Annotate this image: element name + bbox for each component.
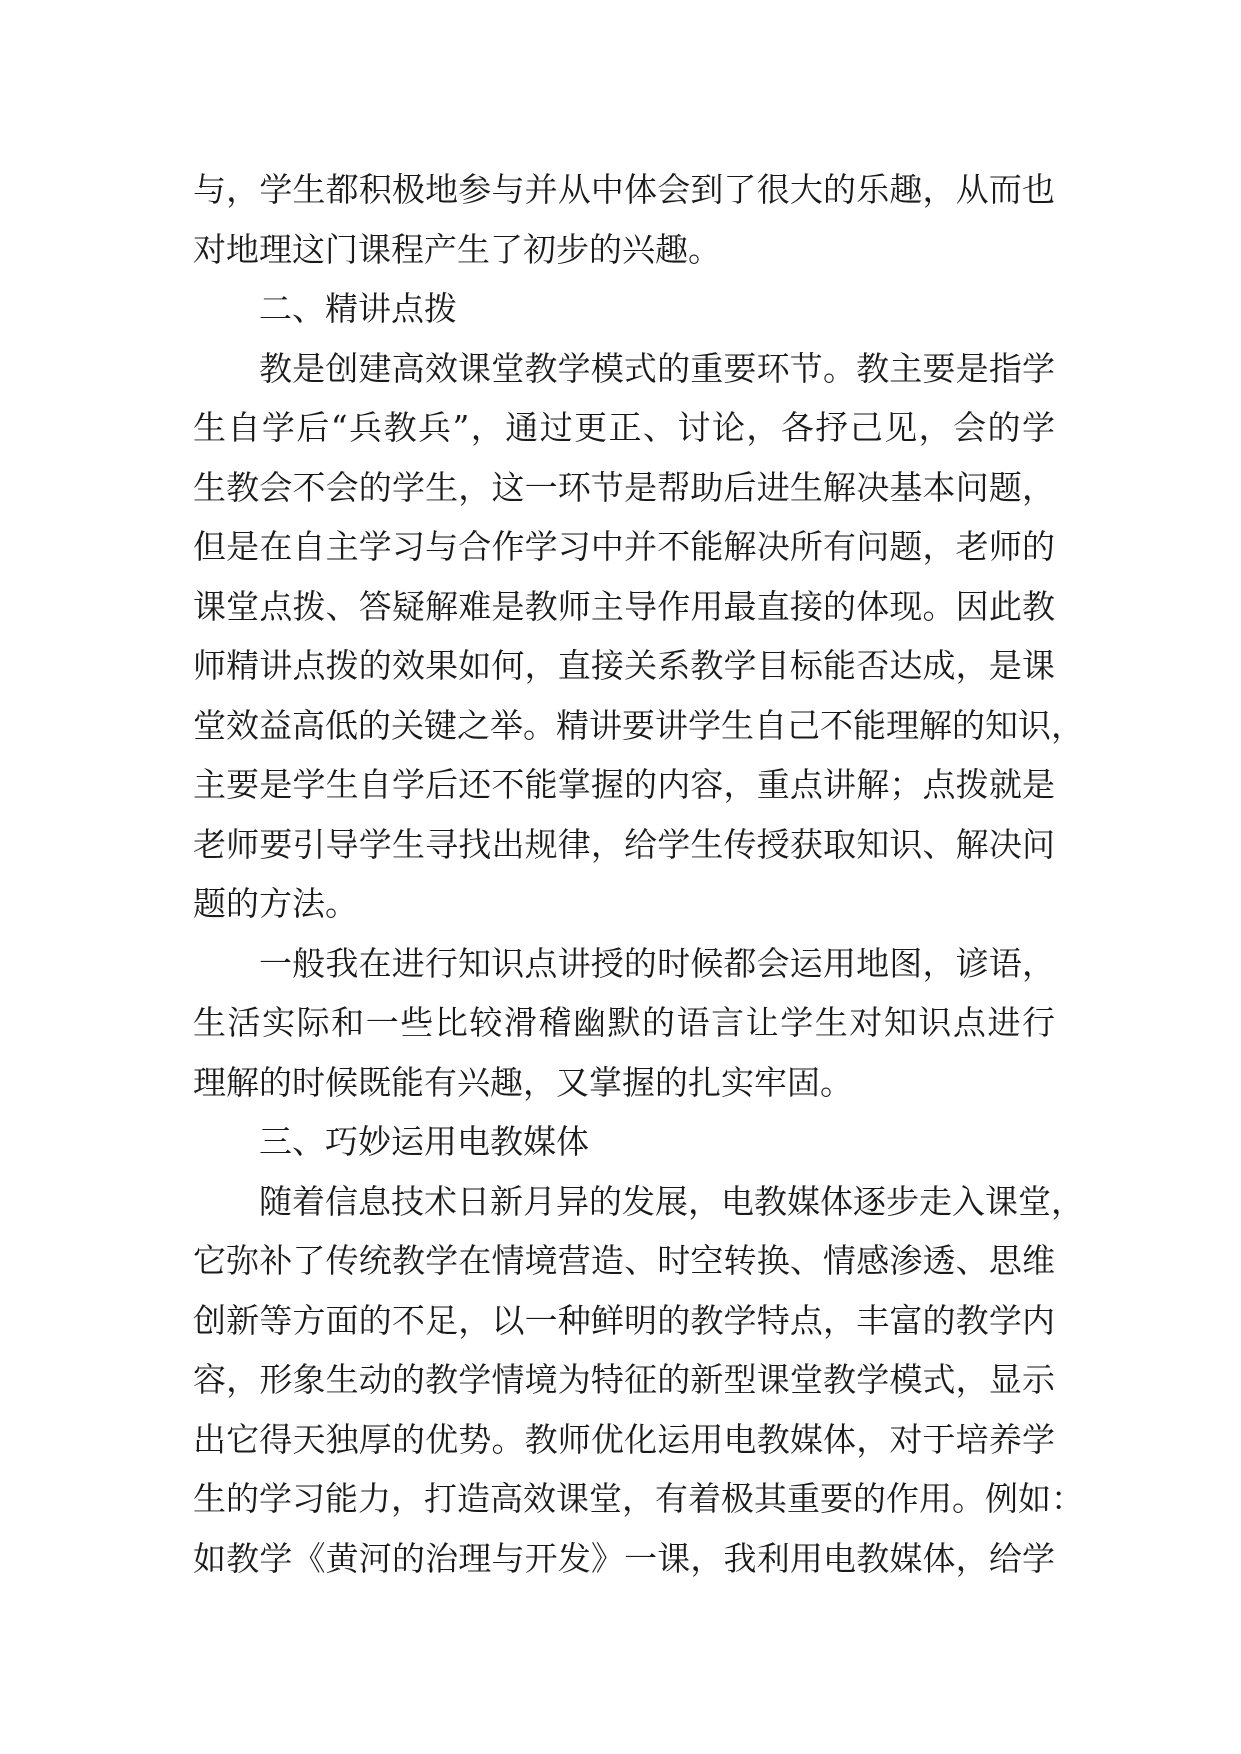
- text-line: 教是创建高效课堂教学模式的重要环节。教主要是指学: [259, 348, 1055, 388]
- body-text: [193, 160, 1084, 1588]
- text-line: 出它得天独厚的优势。教师优化运用电教媒体，对于培养学: [193, 1419, 1055, 1459]
- text-line: 一般我在进行知识点讲授的时候都会运用地图，谚语，: [259, 943, 1055, 983]
- text-line: 生活实际和一些比较滑稽幽默的语言让学生对知识点进行: [193, 1003, 1055, 1042]
- text-line: 堂效益高低的关键之举。精讲要讲学生自己不能理解的知识，: [193, 705, 1084, 745]
- text-line: 但是在自主学习与合作学习中并不能解决所有问题，老师的: [193, 527, 1055, 566]
- text-line: 老师要引导学生寻找出规律，给学生传授获取知识、解决问: [193, 824, 1055, 864]
- text-line: 容，形象生动的教学情境为特征的新型课堂教学模式，显示: [193, 1360, 1055, 1399]
- text-line: 师精讲点拨的效果如何，直接关系教学目标能否达成，是课: [193, 646, 1055, 685]
- text-line: 生的学习能力，打造高效课堂，有着极其重要的作用。例如：: [193, 1479, 1084, 1518]
- text-line: 生自学后“兵教兵”，通过更正、讨论，各抒己见，会的学: [193, 408, 1055, 447]
- text-line: 如教学《黄河的治理与开发》一课，我利用电教媒体，给学: [193, 1538, 1055, 1578]
- text-line: 理解的时候既能有兴趣，又掌握的扎实牢固。: [193, 1062, 853, 1102]
- text-line: 生教会不会的学生，这一环节是帮助后进生解决基本问题，: [193, 467, 1055, 507]
- text-line: 课堂点拨、答疑解难是教师主导作用最直接的体现。因此教: [193, 586, 1055, 626]
- text-line: 创新等方面的不足，以一种鲜明的教学特点，丰富的教学内: [193, 1300, 1055, 1340]
- text-line: 它弥补了传统教学在情境营造、时空转换、情感渗透、思维: [193, 1241, 1055, 1280]
- section-heading: 二、精讲点拨: [259, 289, 457, 328]
- text-line: 与，学生都积极地参与并从中体会到了很大的乐趣，从而也: [193, 170, 1055, 209]
- text-line: 对地理这门课程产生了初步的兴趣。: [193, 229, 721, 269]
- text-line: 主要是学生自学后还不能掌握的内容，重点讲解；点拨就是: [193, 765, 1055, 804]
- section-heading: 三、巧妙运用电教媒体: [259, 1122, 589, 1161]
- text-line: 题的方法。: [193, 884, 358, 923]
- text-line: 随着信息技术日新月异的发展，电教媒体逐步走入课堂，: [259, 1181, 1084, 1221]
